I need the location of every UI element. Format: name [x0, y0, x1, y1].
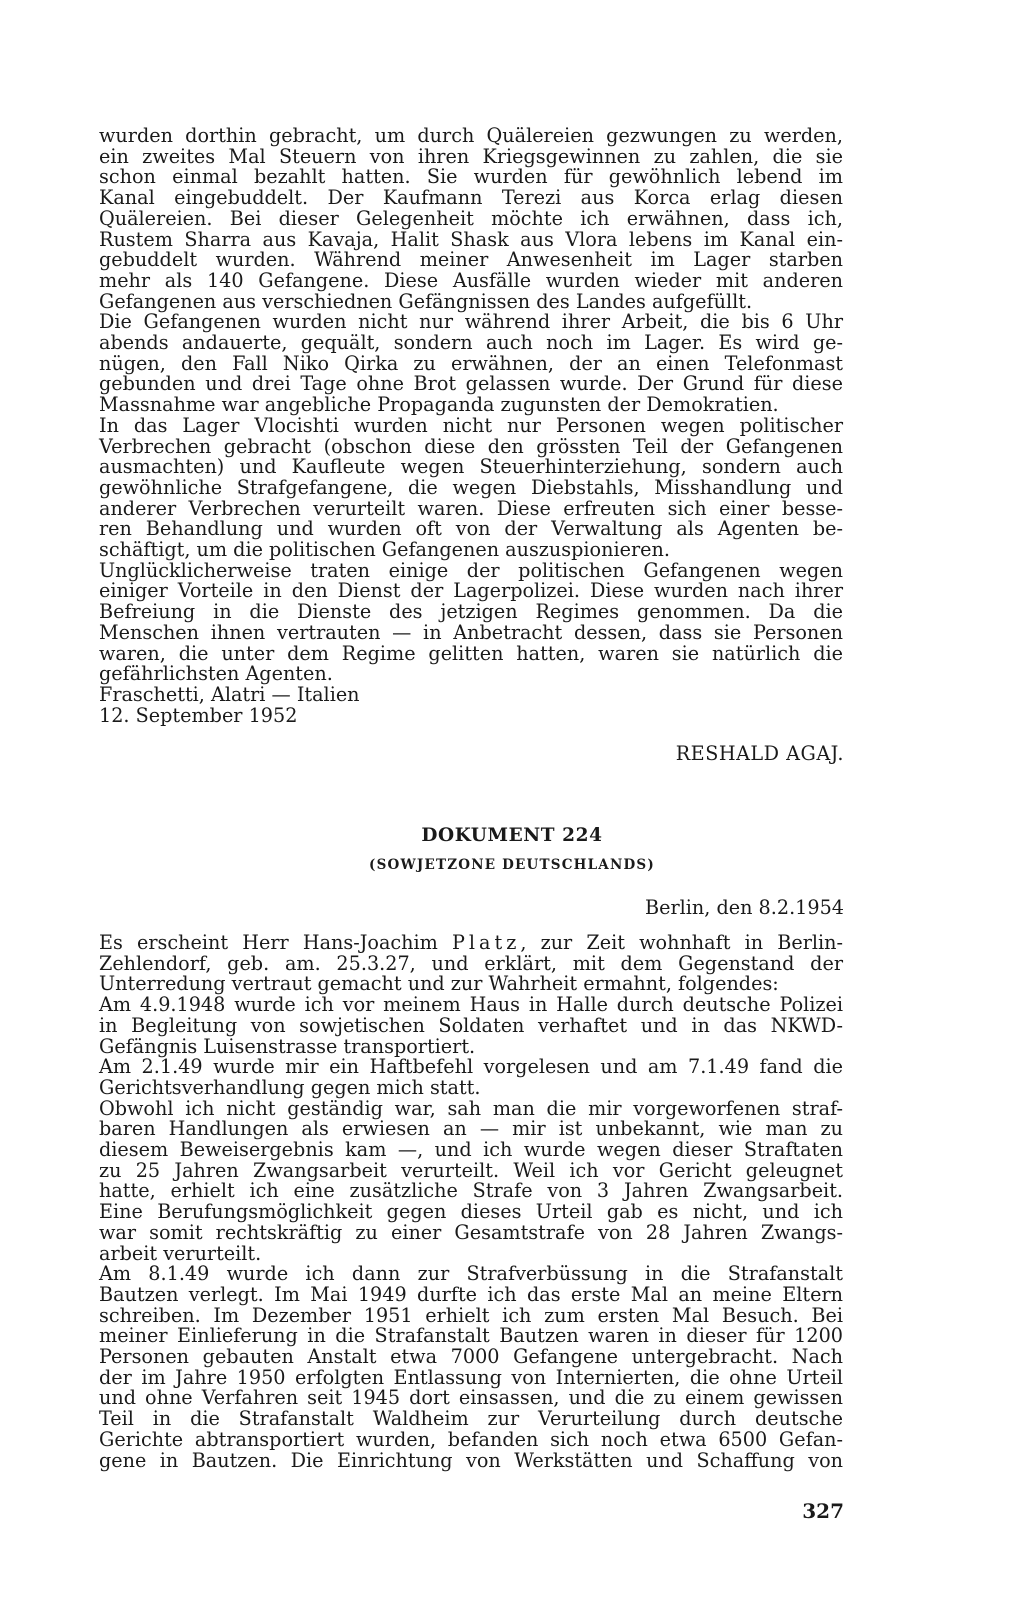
text-line: hatte, erhielt ich eine zusätzliche Strafe von 3 Jahren Zwangsarbeit. [99, 1179, 843, 1203]
text-line: zu 25 Jahren Zwangsarbeit verurteilt. Weil ich vor Gericht geleugnet [99, 1158, 843, 1182]
text-line: gefährlichsten Agenten. [99, 662, 333, 686]
text-line: Gefängnis Luisenstrasse transportiert. [99, 1034, 476, 1058]
text-line: mehr als 140 Gefangene. Diese Ausfälle wurden wieder mit anderen [99, 268, 843, 292]
page-number: 327 [802, 1499, 844, 1523]
text-line: baren Handlungen als erwiesen an — mir ist unbekannt, wie man zu [99, 1117, 843, 1141]
text-line: waren, die unter dem Regime gelitten hatten, waren sie natürlich die [99, 641, 843, 665]
text-line: schreiben. Im Dezember 1951 erhielt ich zum ersten Mal Besuch. Bei [99, 1303, 843, 1327]
top-section-text [99, 126, 843, 726]
text-line [99, 933, 843, 954]
text-line: und ohne Verfahren seit 1945 dort einsassen, und die zu einem gewissen [99, 1386, 843, 1410]
document-body [99, 933, 843, 1471]
document-subtitle: (SOWJETZONE DEUTSCHLANDS) [369, 857, 655, 873]
text-line: gebuddelt wurden. Während meiner Anwesenheit im Lager starben [99, 248, 843, 272]
text-line: Obwohl ich nicht geständig war, sah man die mir vorgeworfenen straf- [99, 1096, 843, 1120]
text-line: wurden dorthin gebracht, um durch Quälereien gezwungen zu werden, [99, 124, 843, 147]
text-line: Am 4.9.1948 wurde ich vor meinem Haus in Halle durch deutsche Polizei [99, 993, 843, 1017]
text-line: arbeit verurteilt. [99, 1241, 262, 1265]
text-line: ausmachten) und Kaufleute wegen Steuerhinterziehung, sondern auch [99, 455, 843, 479]
text-line: Kanal eingebuddelt. Der Kaufmann Terezi aus Korca erlag diesen [99, 186, 843, 210]
text-line: Am 8.1.49 wurde ich dann zur Strafverbüssung in die Strafanstalt [99, 1262, 843, 1286]
text-line: Die Gefangenen wurden nicht nur während ihrer Arbeit, die bis 6 Uhr [99, 310, 843, 334]
text-line: schäftigt, um die politischen Gefangenen auszuspionieren. [99, 538, 670, 562]
document-title: DOKUMENT 224 [421, 825, 603, 846]
text-line: meiner Einlieferung in die Strafanstalt Bautzen waren in dieser für 1200 [99, 1324, 843, 1348]
dateline: Berlin, den 8.2.1954 [645, 896, 844, 919]
text-line: anderer Verbrechen verurteilt waren. Diese erfreuten sich einer besse- [99, 496, 843, 520]
top-section-body [99, 126, 843, 726]
text-line: Gerichtsverhandlung gegen mich statt. [99, 1075, 481, 1099]
text-line: gewöhnliche Strafgefangene, die wegen Diebstahls, Misshandlung und [99, 475, 843, 499]
text-line: ren Behandlung und wurden oft von der Verwaltung als Agenten be- [99, 517, 843, 541]
text-line: Menschen ihnen vertrauten — in Anbetracht dessen, dass sie Personen [99, 620, 843, 644]
signature: RESHALD AGAJ. [675, 742, 844, 765]
text-line: war somit rechtskräftig zu einer Gesamtstrafe von 28 Jahren Zwangs- [99, 1220, 843, 1244]
text-line: gene in Bautzen. Die Einrichtung von Werkstätten und Schaffung von [99, 1448, 843, 1472]
text-line: ein zweites Mal Steuern von ihren Kriegsgewinnen zu zahlen, die sie [99, 144, 843, 168]
text-line: Personen gebauten Anstalt etwa 7000 Gefangene untergebracht. Nach [99, 1345, 843, 1369]
document-text [99, 933, 843, 1471]
text-line: der im Jahre 1950 erfolgten Entlassung von Internierten, die ohne Urteil [99, 1365, 843, 1389]
text-line: Unglücklicherweise traten einige der politischen Gefangenen wegen [99, 558, 843, 582]
text-line: in Begleitung von sowjetischen Soldaten verhaftet und in das NKWD- [99, 1013, 843, 1037]
text-line: abends andauerte, gequält, sondern auch noch im Lager. Es wird ge- [99, 331, 843, 355]
text-line: Quälereien. Bei dieser Gelegenheit möchte ich erwähnen, dass ich, [99, 206, 843, 230]
text-line: Bautzen verlegt. Im Mai 1949 durfte ich das erste Mal an meine Eltern [99, 1282, 843, 1306]
intro-text: Es erscheint Herr Hans-Joachim [99, 931, 452, 954]
text-line: Eine Berufungsmöglichkeit gegen dieses Urteil gab es nicht, und ich [99, 1200, 843, 1224]
text-line: Gefangenen aus verschiednen Gefängnissen des Landes aufgefüllt. [99, 289, 753, 313]
place-line: Fraschetti, Alatri — Italien [99, 682, 360, 706]
text-line: In das Lager Vlocishti wurden nicht nur Personen wegen politischer [99, 413, 843, 437]
text-line: schon einmal bezahlt hatten. Sie wurden für gewöhnlich lebend im [99, 165, 843, 189]
text-line: Am 2.1.49 wurde mir ein Haftbefehl vorgelesen und am 7.1.49 fand die [99, 1055, 843, 1079]
text-line: nügen, den Fall Niko Qirka zu erwähnen, der an einen Telefonmast [99, 351, 843, 375]
text-line: einiger Vorteile in den Dienst der Lagerpolizei. Diese wurden nach ihrer [99, 579, 843, 603]
person-name: Platz [452, 931, 521, 954]
text-line: Rustem Sharra aus Kavaja, Halit Shask aus Vlora lebens im Kanal ein- [99, 227, 843, 251]
text-line: Teil in die Strafanstalt Waldheim zur Verurteilung durch deutsche [99, 1407, 843, 1431]
text-line: Gerichte abtransportiert wurden, befanden sich noch etwa 6500 Gefan- [99, 1427, 843, 1451]
text-line: diesem Beweisergebnis kam —, und ich wurde wegen dieser Straftaten [99, 1138, 843, 1162]
text-line: Befreiung in die Dienste des jetzigen Regimes genommen. Da die [99, 600, 843, 624]
date-line: 12. September 1952 [99, 703, 298, 727]
text-line: gebunden und drei Tage ohne Brot gelassen wurde. Der Grund für diese [99, 372, 843, 396]
intro-text-cont: , zur Zeit wohnhaft in Berlin- [520, 931, 843, 954]
text-line: Unterredung vertraut gemacht und zur Wahrheit ermahnt, folgendes: [99, 972, 779, 996]
text-line: Zehlendorf, geb. am. 25.3.27, und erklärt, mit dem Gegenstand der [99, 951, 843, 975]
text-line: Verbrechen gebracht (obschon diese den grössten Teil der Gefangenen [99, 434, 843, 458]
text-line: Massnahme war angebliche Propaganda zugunsten der Demokratien. [99, 393, 779, 417]
